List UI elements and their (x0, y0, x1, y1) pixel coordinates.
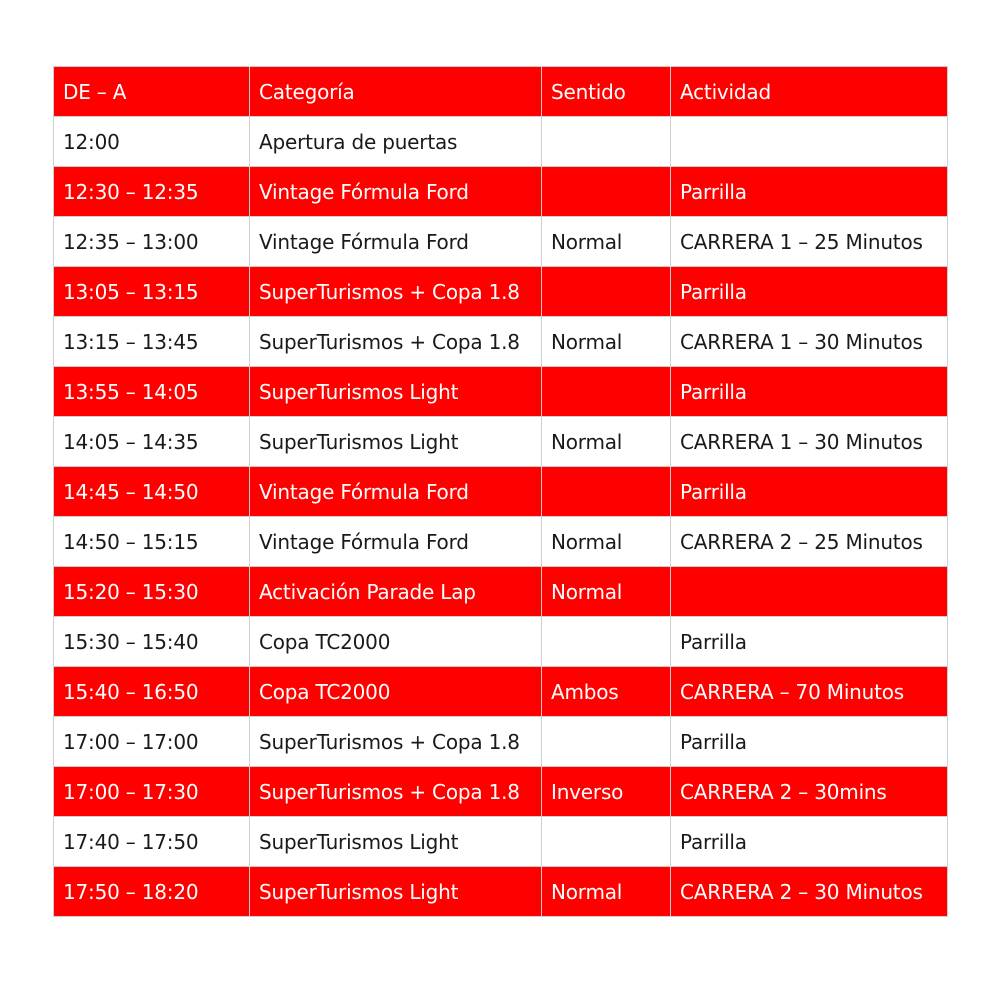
cell-time: 13:15 – 13:45 (54, 317, 250, 367)
cell-time: 15:40 – 16:50 (54, 667, 250, 717)
cell-time: 17:00 – 17:00 (54, 717, 250, 767)
table-row (54, 717, 948, 767)
cell-category: Copa TC2000 (250, 617, 542, 667)
cell-activity: CARRERA 1 – 25 Minutos (671, 217, 948, 267)
table-row (54, 517, 948, 567)
cell-activity: CARRERA 2 – 25 Minutos (671, 517, 948, 567)
table-row (54, 217, 948, 267)
cell-direction (542, 267, 671, 317)
cell-time: 15:20 – 15:30 (54, 567, 250, 617)
cell-activity (671, 117, 948, 167)
cell-time: 14:05 – 14:35 (54, 417, 250, 467)
cell-category: SuperTurismos + Copa 1.8 (250, 267, 542, 317)
cell-time: 12:35 – 13:00 (54, 217, 250, 267)
cell-category: SuperTurismos + Copa 1.8 (250, 317, 542, 367)
cell-time: 14:50 – 15:15 (54, 517, 250, 567)
cell-direction: Normal (542, 217, 671, 267)
cell-category: Copa TC2000 (250, 667, 542, 717)
cell-activity: CARRERA – 70 Minutos (671, 667, 948, 717)
cell-activity: Parrilla (671, 267, 948, 317)
cell-time: 17:00 – 17:30 (54, 767, 250, 817)
table-row (54, 567, 948, 617)
cell-category: SuperTurismos Light (250, 367, 542, 417)
cell-activity (671, 567, 948, 617)
schedule-table (53, 66, 948, 917)
table-header-row (54, 67, 948, 117)
cell-activity: Parrilla (671, 717, 948, 767)
table-row (54, 417, 948, 467)
table-row (54, 667, 948, 717)
cell-time: 12:00 (54, 117, 250, 167)
table-row (54, 167, 948, 217)
cell-category: Activación Parade Lap (250, 567, 542, 617)
cell-time: 14:45 – 14:50 (54, 467, 250, 517)
cell-direction (542, 817, 671, 867)
cell-direction: Normal (542, 567, 671, 617)
cell-category: Vintage Fórmula Ford (250, 467, 542, 517)
cell-category: Vintage Fórmula Ford (250, 517, 542, 567)
cell-category: SuperTurismos Light (250, 867, 542, 917)
cell-category: SuperTurismos Light (250, 817, 542, 867)
header-sentido: Sentido (542, 67, 671, 117)
cell-activity: Parrilla (671, 367, 948, 417)
cell-time: 12:30 – 12:35 (54, 167, 250, 217)
header-actividad: Actividad (671, 67, 948, 117)
cell-activity: Parrilla (671, 617, 948, 667)
cell-direction: Inverso (542, 767, 671, 817)
cell-direction (542, 617, 671, 667)
cell-direction (542, 117, 671, 167)
cell-category: SuperTurismos Light (250, 417, 542, 467)
header-de-a: DE – A (54, 67, 250, 117)
table-row (54, 867, 948, 917)
cell-direction: Ambos (542, 667, 671, 717)
cell-activity: Parrilla (671, 817, 948, 867)
cell-time: 13:05 – 13:15 (54, 267, 250, 317)
table-row (54, 117, 948, 167)
cell-activity: Parrilla (671, 467, 948, 517)
table-row (54, 367, 948, 417)
cell-direction (542, 467, 671, 517)
table-row (54, 767, 948, 817)
table-row (54, 317, 948, 367)
cell-category: Vintage Fórmula Ford (250, 217, 542, 267)
cell-time: 17:50 – 18:20 (54, 867, 250, 917)
table-row (54, 817, 948, 867)
cell-category: Apertura de puertas (250, 117, 542, 167)
table-row (54, 617, 948, 667)
cell-direction: Normal (542, 317, 671, 367)
cell-time: 13:55 – 14:05 (54, 367, 250, 417)
cell-direction (542, 717, 671, 767)
cell-time: 17:40 – 17:50 (54, 817, 250, 867)
header-categoria: Categoría (250, 67, 542, 117)
cell-activity: CARRERA 1 – 30 Minutos (671, 417, 948, 467)
cell-direction (542, 167, 671, 217)
cell-direction (542, 367, 671, 417)
table-row (54, 267, 948, 317)
cell-direction: Normal (542, 867, 671, 917)
table-row (54, 467, 948, 517)
cell-activity: CARRERA 1 – 30 Minutos (671, 317, 948, 367)
cell-category: Vintage Fórmula Ford (250, 167, 542, 217)
cell-activity: Parrilla (671, 167, 948, 217)
cell-direction: Normal (542, 417, 671, 467)
cell-activity: CARRERA 2 – 30 Minutos (671, 867, 948, 917)
cell-category: SuperTurismos + Copa 1.8 (250, 717, 542, 767)
cell-activity: CARRERA 2 – 30mins (671, 767, 948, 817)
cell-category: SuperTurismos + Copa 1.8 (250, 767, 542, 817)
cell-direction: Normal (542, 517, 671, 567)
cell-time: 15:30 – 15:40 (54, 617, 250, 667)
